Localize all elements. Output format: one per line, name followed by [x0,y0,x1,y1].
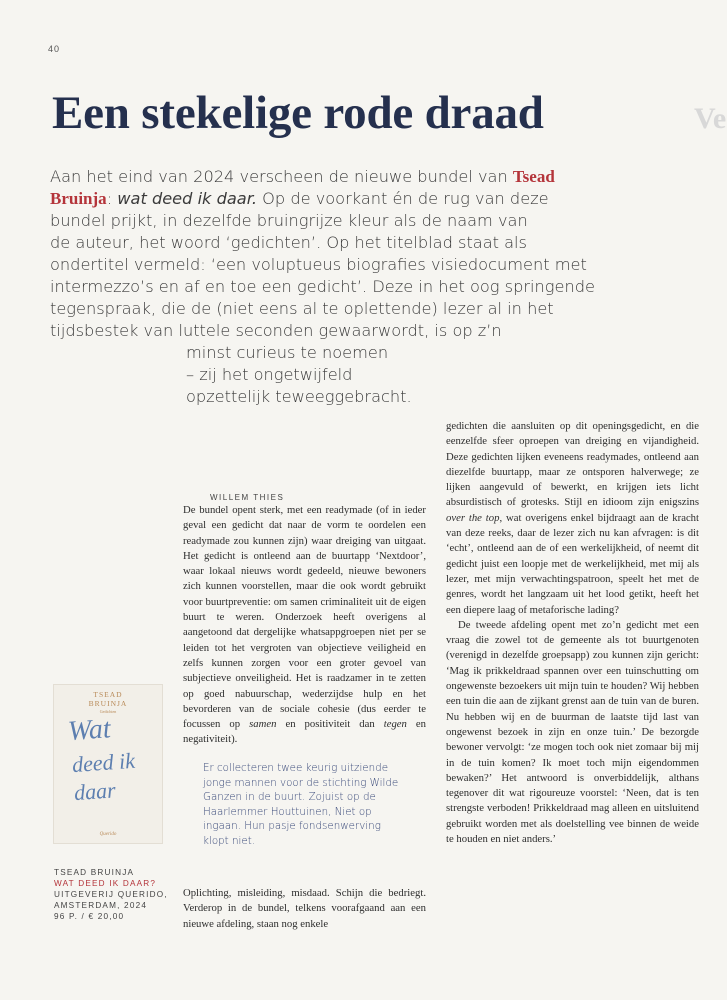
lead-line: tijdsbestek van luttele seconden gewaarwordt, is op z’n [50,321,502,340]
author-name-highlight: Bruinja [50,189,107,208]
book-info-place: AMSTERDAM, 2024 [54,901,148,910]
body-column-left-bottom [183,886,426,932]
pull-quote: Er collecteren twee keurig uitziende jonge mannen voor de stichting Wilde Ganzen in de buurt. Zojuist op de Haarlemmer Houttuinen, Niet op ingaan. Hun pasje fondsenwerving klopt niet. [203,762,399,847]
book-info-author: TSEAD BRUINJA [54,868,135,877]
cover-subtitle: Gedichten [99,709,117,714]
body-paragraph: gedichten die aansluiten op dit openingsgedicht, en die eenzelfde sfeer oproepen van dreiging en vijandigheid. Deze gedichten lijken eveneens readymades, ontleend aan diezelfde buurtapp, maar ze ontsporen halverwege; ze lijken aangevuld of bewerkt, en krijgen iets licht absurdistisch of grotesks. Stijl en idioom zijn enigszins over the top, wat overigens enkel bijdraagt aan de kracht van deze reeks, daar de lezer zich nu kan afvragen: is dit ‘echt’, ontleend aan de of een werkelijkheid, of neemt dit gedicht juist een loopje met de werkelijkheid, met mij als lezer, met mijn verwachtingspatroon, speelt het met de genres, wordt het langzaam uit het lood getikt, heeft het een diepere laag of metaforische lading? [446,420,699,616]
lead-line: minst curieus te noemen [186,343,389,362]
body-paragraph: De tweede afdeling opent met zo’n gedicht met een vraag die zowel tot de gemeente als tot buurtgenoten (verenigd in dezelfde groepsapp) zou kunnen zijn gericht: ‘Mag ik prikkeldraad spannen over een tuinschutting om ongewenste bezoekers uit mijn tuin te houden? Wij hebben een tuin die aan de zijkant grenst aan de tuin van de buren. Nu hebben wij en de buurman de laatste tijd last van ongewenst bezoek in zijn en onze tuin.’ De bezorgde bewoner vervolgt: ‘ze mogen toch ook niet zomaar bij mij in de tuin komen? Ik moet toch mijn eigendommen bewaken?’ Het antwoord is onverbiddelijk, althans tegenover dit wat rigoureuze voorstel: ‘Neen, dat is ten strengste verboden! Prikkeldraad mag alleen en uitsluitend gebruikt worden met als doelstelling vee binnen de weide te houden en niet anders.’ [446,618,699,846]
body-paragraph: De bundel opent sterk, met een readymade (of in ieder geval een gedicht dat naar de vorm te oordelen een readymade zou kunnen zijn) waar dreiging van uitgaat. Het gedicht is ontleend aan de buurtapp ‘Nextdoor’, waar lokaal nieuws wordt gedeeld, nieuwe bewoners zich kunnen voorstellen, maar die ook wordt gebruikt voor buurtpreventie: om samen criminaliteit uit de eigen buurt te weren. Onderzoek heeft overigens al aangetoond dat dergelijke whatsappgroepen niet per se leiden tot het vergroten van objectieve veiligheid en zelfs kunnen zorgen voor een groter gevoel van subjectieve onveiligheid. Het is raadzamer in te zetten op goed nabuurschap, wederzijdse hulp en het bevorderen van de sociale cohesie (dus eerder te focussen op samen en positiviteit dan tegen en negativiteit). [183,504,426,746]
body-column-left [183,503,426,748]
lead-line: Aan het eind van 2024 verscheen de nieuwe bundel van Tsead [50,167,555,186]
lead-paragraph [50,166,720,408]
book-info-publisher: UITGEVERIJ QUERIDO, [54,890,168,899]
cover-script-title: Wat [66,713,112,748]
lead-line: bundel prijkt, in dezelfde bruingrijze kleur als de naam van [50,211,528,230]
cover-publisher: Querido [99,832,117,837]
book-title-italic: wat deed ik daar. [117,189,258,208]
book-info-details: 96 P. / € 20,00 [54,912,125,921]
lead-line: intermezzo’s en af en toe een gedicht’. Deze in het oog springende [50,277,595,296]
book-info [54,867,168,922]
lead-line: – zij het ongetwijfeld [186,365,353,384]
article-title: Een stekelige rode draad [52,87,544,139]
page-number: 40 [48,44,61,54]
lead-line: ondertitel vermeld: ‘een voluptueus biografies visiedocument met [50,255,587,274]
book-cover-image [54,685,162,843]
body-paragraph: Oplichting, misleiding, misdaad. Schijn die bedriegt. Verderop in de bundel, telkens voorafgaand aan een nieuwe afdeling, staan nog enkele [183,887,426,930]
lead-line: opzettelijk teweeggebracht. [186,387,412,406]
cover-script-title: daar [73,777,117,806]
cover-script-title: deed ik [71,747,136,778]
cover-author: TSEAD BRUINJA [88,690,128,708]
bleed-through-text: Ve [694,102,727,135]
book-info-title: WAT DEED IK DAAR? [54,879,157,888]
lead-line: de auteur, het woord ‘gedichten’. Op het titelblad staat als [50,233,527,252]
byline: WILLEM THIES [210,493,285,502]
lead-line: tegenspraak, die de (niet eens al te oplettende) lezer al in het [50,299,554,318]
author-name-highlight: Tsead [512,167,555,186]
lead-line: Bruinja: wat deed ik daar. Op de voorkant én de rug van deze [50,189,549,208]
body-column-right [446,419,699,847]
